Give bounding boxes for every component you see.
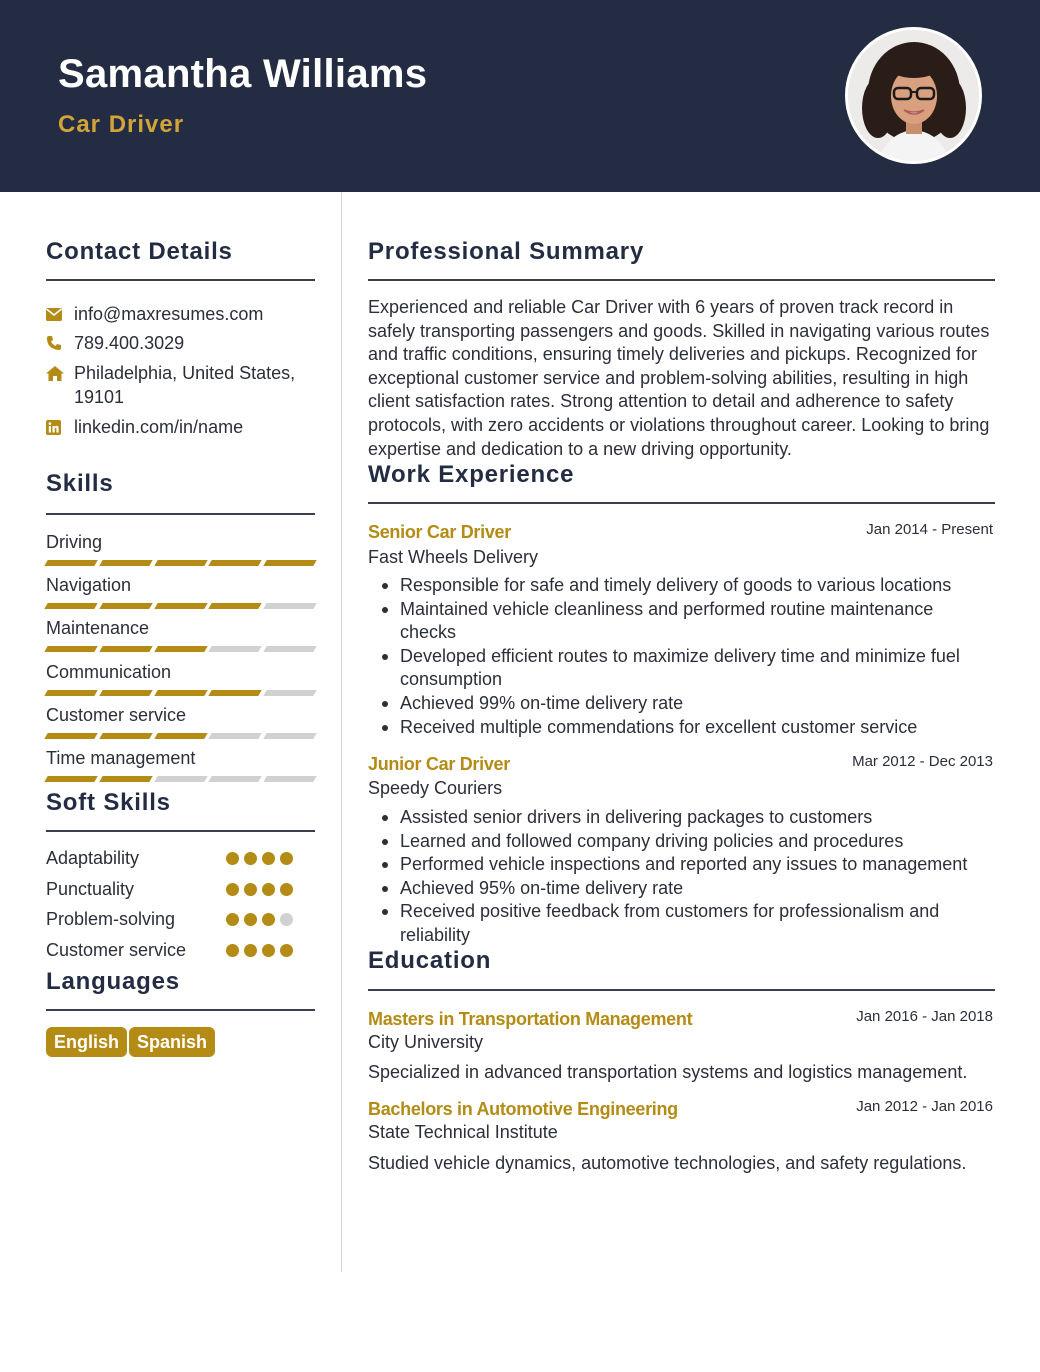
edu-description: Specialized in advanced transportation systems and logistics management.: [368, 1062, 968, 1082]
job-bullet: Received multiple commendations for excellent customer service: [400, 716, 980, 740]
rating-dot: [244, 913, 257, 926]
skill-label: Communication: [46, 661, 172, 682]
contact-address-text: Philadelphia, United States, 19101: [74, 363, 296, 407]
job-bullets: [400, 574, 980, 739]
skill-level-segment: [209, 646, 262, 652]
home-icon: [46, 361, 74, 385]
soft-skill-rating: [226, 913, 293, 926]
skill-level-segment: [263, 603, 316, 609]
job-company: Fast Wheels Delivery: [368, 547, 539, 567]
skill-level-segment: [99, 603, 152, 609]
contact-email-text: info@maxresumes.com: [74, 304, 264, 324]
rating-dot: [244, 852, 257, 865]
rating-dot: [262, 913, 275, 926]
rating-dot: [244, 883, 257, 896]
contact-phone[interactable]: [46, 331, 314, 355]
edu-degree: Bachelors in Automotive Engineering: [368, 1099, 678, 1119]
job-bullet: Received positive feedback from customers for professionalism and reliability: [400, 900, 980, 947]
soft-skill-label: Punctuality: [46, 878, 135, 899]
skill-level-segment: [209, 560, 262, 566]
language-badge-english: English: [46, 1027, 127, 1057]
languages-heading: Languages: [46, 968, 180, 995]
rating-dot: [280, 913, 293, 926]
education-heading: Education: [368, 947, 492, 974]
skill-level-segment: [154, 690, 207, 696]
job-bullet: Developed efficient routes to maximize delivery time and minimize fuel consumption: [400, 645, 980, 692]
soft-skill-label: Adaptability: [46, 848, 140, 868]
rating-dot: [262, 944, 275, 957]
rating-dot: [262, 883, 275, 896]
job-bullet: Achieved 99% on-time delivery rate: [400, 692, 980, 716]
resume-header: [0, 0, 1040, 192]
rating-dot: [226, 852, 239, 865]
job-bullet: Learned and followed company driving policies and procedures: [400, 830, 980, 854]
contact-linkedin-text: linkedin.com/in/name: [74, 417, 244, 437]
skill-level-segment: [209, 733, 262, 739]
summary-heading: Professional Summary: [368, 238, 645, 265]
rating-dot: [226, 913, 239, 926]
job-title: Senior Car Driver: [368, 522, 511, 542]
soft-skill-label: Customer service: [46, 939, 187, 960]
job-bullet: Performed vehicle inspections and reported any issues to management: [400, 853, 980, 877]
rating-dot: [244, 944, 257, 957]
rating-dot: [226, 883, 239, 896]
skills-heading: Skills: [46, 470, 114, 497]
skill-level-segment: [209, 690, 262, 696]
soft-skills-heading-rule: [46, 830, 315, 832]
skill-level-segment: [44, 646, 97, 652]
contact-heading-rule: [46, 279, 315, 281]
skill-level-bar: [46, 603, 315, 609]
skill-level-segment: [263, 733, 316, 739]
skill-level-segment: [263, 646, 316, 652]
contact-linkedin[interactable]: [46, 415, 314, 439]
skill-level-segment: [154, 646, 207, 652]
rating-dot: [280, 883, 293, 896]
skill-level-bar: [46, 690, 315, 696]
skill-label: Time management: [46, 748, 196, 768]
soft-skill-rating: [226, 944, 293, 957]
skill-label: Navigation: [46, 575, 132, 596]
skill-level-segment: [263, 776, 316, 782]
contact-phone-text: 789.400.3029: [74, 333, 185, 353]
edu-date: Jan 2016 - Jan 2018: [856, 1008, 993, 1025]
contact-email[interactable]: [46, 302, 314, 326]
column-divider: [341, 192, 342, 1272]
skill-level-segment: [209, 603, 262, 609]
phone-icon: [46, 331, 74, 355]
skill-level-segment: [154, 603, 207, 609]
education-heading-rule: [368, 989, 995, 991]
skill-level-segment: [99, 646, 152, 652]
skill-label: Maintenance: [46, 618, 150, 639]
edu-school: State Technical Institute: [368, 1122, 558, 1142]
job-company: Speedy Couriers: [368, 778, 503, 798]
skill-level-segment: [44, 560, 97, 566]
soft-skill-rating: [226, 883, 293, 896]
soft-skill-rating: [226, 852, 293, 865]
summary-heading-rule: [368, 279, 995, 281]
skill-level-bar: [46, 733, 315, 739]
language-badge-spanish: Spanish: [129, 1027, 215, 1057]
skill-level-segment: [44, 603, 97, 609]
job-bullet: Responsible for safe and timely delivery of goods to various locations: [400, 574, 980, 598]
skill-level-bar: [46, 560, 315, 566]
linkedin-icon: [46, 415, 74, 439]
soft-skill-label: Problem-solving: [46, 909, 176, 929]
profile-photo: [845, 27, 982, 164]
skill-level-segment: [154, 776, 207, 782]
skill-level-segment: [263, 560, 316, 566]
rating-dot: [262, 852, 275, 865]
job-bullet: Assisted senior drivers in delivering packages to customers: [400, 806, 980, 830]
contact-heading: Contact Details: [46, 238, 233, 265]
job-date: Jan 2014 - Present: [866, 521, 993, 538]
soft-skills-heading: Soft Skills: [46, 789, 171, 816]
skill-level-segment: [44, 690, 97, 696]
experience-heading-rule: [368, 502, 995, 504]
rating-dot: [280, 944, 293, 957]
skill-level-segment: [99, 690, 152, 696]
edu-degree: Masters in Transportation Management: [368, 1009, 693, 1029]
edu-date: Jan 2012 - Jan 2016: [856, 1098, 993, 1115]
skill-level-bar: [46, 646, 315, 652]
skill-level-bar: [46, 776, 315, 782]
skill-level-segment: [99, 560, 152, 566]
skill-level-segment: [44, 776, 97, 782]
skill-level-segment: [154, 560, 207, 566]
job-title: Junior Car Driver: [368, 754, 510, 774]
job-bullet: Achieved 95% on-time delivery rate: [400, 877, 980, 901]
candidate-title: Car Driver: [58, 111, 185, 138]
skill-level-segment: [99, 776, 152, 782]
job-date: Mar 2012 - Dec 2013: [852, 753, 993, 770]
skill-level-segment: [154, 733, 207, 739]
job-bullet: Maintained vehicle cleanliness and performed routine maintenance checks: [400, 598, 980, 645]
skill-level-segment: [263, 690, 316, 696]
languages-heading-rule: [46, 1009, 315, 1011]
envelope-icon: [46, 302, 74, 326]
summary-text: Experienced and reliable Car Driver with 6 years of proven track record in safely transporting passengers and goods. Skilled in navigating various routes and traffic conditions, ensuring timely deliveries and pickups. Recognized for exceptional customer service and problem-solving abilities, resulting in high client satisfaction rates. Strong attention to detail and adherence to safety protocols, with zero accidents or violations throughout career. Looking to bring expertise and dedication to a new driving opportunity.: [368, 297, 990, 459]
skill-label: Driving: [46, 532, 103, 552]
skill-level-segment: [44, 733, 97, 739]
edu-school: City University: [368, 1032, 484, 1052]
skill-label: Customer service: [46, 704, 187, 725]
rating-dot: [226, 944, 239, 957]
skill-level-segment: [209, 776, 262, 782]
skill-level-segment: [99, 733, 152, 739]
edu-description: Studied vehicle dynamics, automotive technologies, and safety regulations.: [368, 1153, 967, 1173]
profile-photo-illustration: [848, 30, 979, 161]
rating-dot: [280, 852, 293, 865]
contact-address: [46, 361, 314, 409]
job-bullets: [400, 806, 980, 948]
skills-heading-rule: [46, 513, 315, 515]
candidate-name: Samantha Williams: [58, 52, 428, 96]
experience-heading: Work Experience: [368, 461, 575, 488]
